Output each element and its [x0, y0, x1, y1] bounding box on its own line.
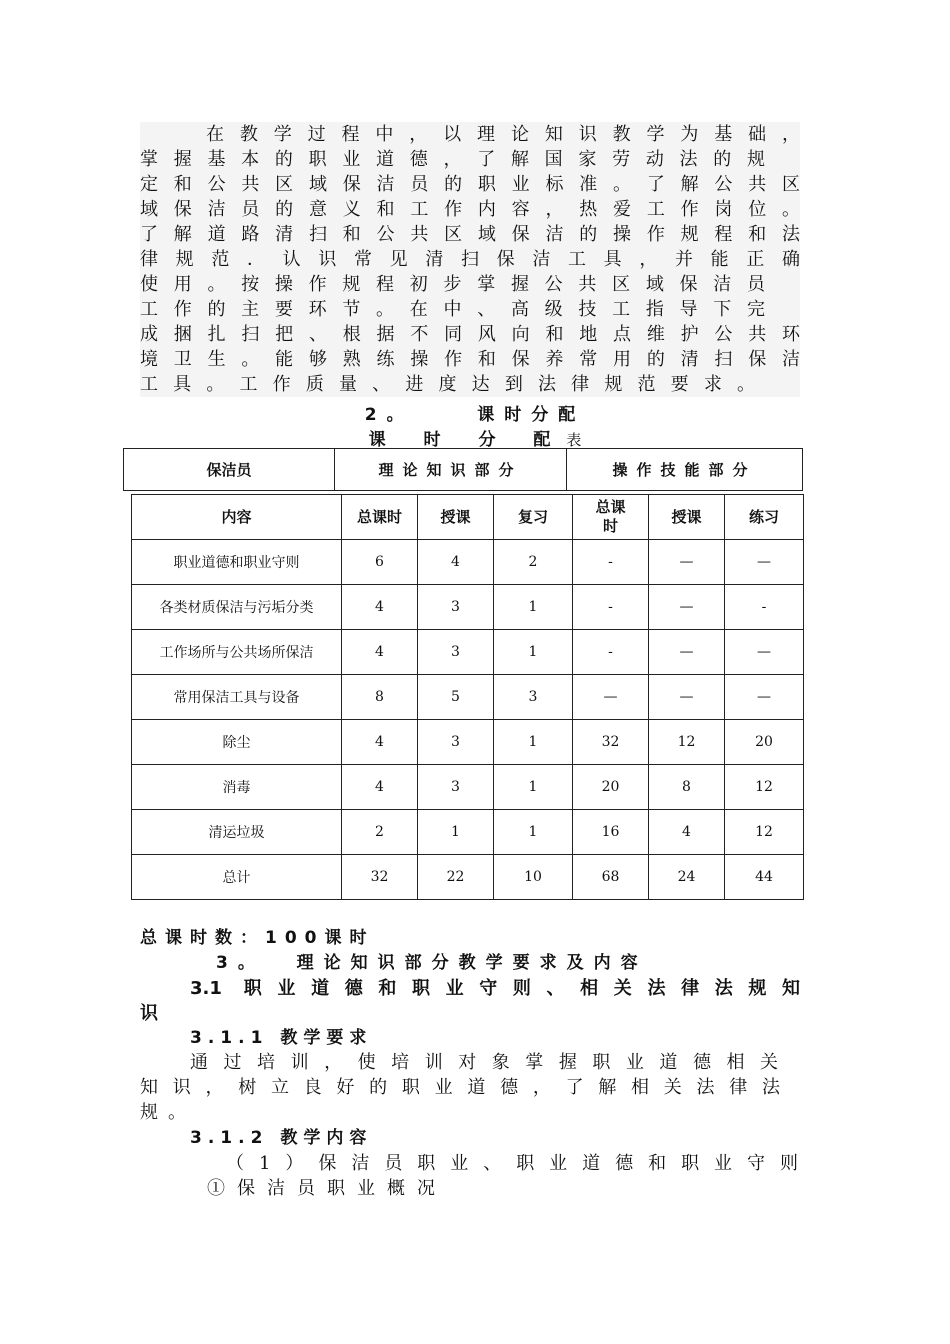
cell: 1	[494, 630, 573, 675]
cell: 3	[418, 585, 494, 630]
cell: 3	[418, 630, 494, 675]
s311-line: 规。	[140, 1102, 196, 1123]
cell: 常用保洁工具与设备	[132, 675, 342, 720]
cell: —	[725, 630, 804, 675]
hours-table	[131, 494, 804, 900]
cell: 68	[573, 855, 649, 900]
intro-line: 律规范．认识常见清扫保洁工具，并能正确	[140, 249, 800, 270]
cell: —	[649, 630, 725, 675]
cell: 4	[342, 630, 418, 675]
cell: 清运垃圾	[132, 810, 342, 855]
cell: 4	[342, 765, 418, 810]
cell: 除尘	[132, 720, 342, 765]
col-header-content: 内容	[132, 495, 342, 540]
cell: 16	[573, 810, 649, 855]
total-hours: 总课时数：100课时	[140, 928, 375, 948]
table-row	[132, 675, 804, 720]
intro-line: 掌握基本的职业道德，了解国家劳动法的规	[140, 149, 765, 170]
cell: 职业道德和职业守则	[132, 540, 342, 585]
cell: 12	[725, 765, 804, 810]
cell: —	[649, 540, 725, 585]
cell: -	[573, 540, 649, 585]
cell: 10	[494, 855, 573, 900]
col-header-practice-exercise: 练习	[725, 495, 804, 540]
col-header-practice-lecture: 授课	[649, 495, 725, 540]
s311-line: 通过培训，使培训对象掌握职业道德相关	[190, 1052, 778, 1073]
cell: 3	[494, 675, 573, 720]
cell: 20	[725, 720, 804, 765]
cell: 12	[649, 720, 725, 765]
section-2-heading: 2。 课时分配	[364, 405, 586, 425]
table-header-row	[132, 495, 804, 540]
table-title-suffix: 表	[566, 431, 582, 449]
cell: 5	[418, 675, 494, 720]
cell: 工作场所与公共场所保洁	[132, 630, 342, 675]
group-header-worker: 保洁员	[124, 449, 335, 490]
cell: —	[649, 585, 725, 630]
cell: 1	[494, 765, 573, 810]
cell: 总计	[132, 855, 342, 900]
cell: 各类材质保洁与污垢分类	[132, 585, 342, 630]
s311-line: 知识，树立良好的职业道德，了解相关法律法	[140, 1077, 780, 1098]
section-3-1-1-heading: 3.1.1 教学要求	[190, 1028, 373, 1048]
cell: 4	[418, 540, 494, 585]
cell: —	[725, 540, 804, 585]
cell: 1	[494, 585, 573, 630]
table-row	[132, 720, 804, 765]
col-header-theory-total: 总课时	[342, 495, 418, 540]
intro-paragraph	[140, 122, 800, 397]
cell: 4	[342, 585, 418, 630]
cell: 3	[418, 765, 494, 810]
table-title-text: 课 时 分 配	[368, 430, 567, 450]
cell: 32	[342, 855, 418, 900]
cell: 3	[418, 720, 494, 765]
cell: 8	[649, 765, 725, 810]
group-header-practice: 操作技能部分	[612, 461, 757, 479]
table-row	[132, 810, 804, 855]
cell: 2	[494, 540, 573, 585]
intro-line: 使用。按操作规程初步掌握公共区域保洁员	[140, 274, 765, 295]
cell: 4	[342, 720, 418, 765]
table-row	[132, 585, 804, 630]
cell: —	[725, 675, 804, 720]
table-group-header	[123, 448, 803, 491]
table-title	[0, 425, 950, 450]
col-header-theory-review: 复习	[494, 495, 573, 540]
group-header-theory: 理论知识部分	[335, 449, 567, 490]
intro-line: 定和公共区域保洁员的职业标准。了解公共区	[140, 174, 800, 195]
section-3-heading: 3。 理论知识部分教学要求及内容	[216, 953, 648, 973]
cell: -	[573, 585, 649, 630]
cell: 8	[342, 675, 418, 720]
cell: 1	[494, 810, 573, 855]
intro-line: 工作的主要环节。在中、高级技工指导下完	[140, 299, 765, 320]
cell: 32	[573, 720, 649, 765]
section-3-1-2-heading: 3.1.2 教学内容	[190, 1128, 373, 1148]
col-header-practice-total: 总课时	[573, 495, 649, 540]
intro-line: 成捆扎扫把、根据不同风向和地点维护公共环	[140, 324, 800, 345]
cell: —	[573, 675, 649, 720]
cell: -	[573, 630, 649, 675]
section-3-1-heading	[190, 976, 800, 1001]
table-row	[132, 630, 804, 675]
table-row-total	[132, 855, 804, 900]
col-header-theory-lecture: 授课	[418, 495, 494, 540]
s312-item-1: （1）保洁员职业、职业道德和职业守则	[226, 1153, 798, 1174]
intro-line: 了解道路清扫和公共区域保洁的操作规程和法	[140, 224, 800, 245]
intro-line: 在教学过程中，以理论知识教学为基础，	[206, 124, 800, 145]
cell: 消毒	[132, 765, 342, 810]
cell: 20	[573, 765, 649, 810]
cell: 1	[418, 810, 494, 855]
cell: 22	[418, 855, 494, 900]
cell: 44	[725, 855, 804, 900]
cell: 6	[342, 540, 418, 585]
s312-item-1-sub: ①保洁员职业概况	[207, 1178, 447, 1199]
cell: 24	[649, 855, 725, 900]
section-3-1-heading-line1: 3.1 职业道德和职业守则、相关法律法规知	[190, 978, 800, 999]
cell: 12	[725, 810, 804, 855]
cell: -	[725, 585, 804, 630]
intro-line: 工具。工作质量、进度达到法律规范要求。	[140, 374, 755, 395]
cell: 1	[494, 720, 573, 765]
intro-line: 境卫生。能够熟练操作和保养常用的清扫保洁	[140, 349, 800, 370]
cell: —	[649, 675, 725, 720]
cell: 2	[342, 810, 418, 855]
table-row	[132, 765, 804, 810]
cell: 4	[649, 810, 725, 855]
table-row	[132, 540, 804, 585]
section-3-1-heading-line2: 识	[140, 1003, 158, 1024]
intro-line: 域保洁员的意义和工作内容，热爱工作岗位。	[140, 199, 800, 220]
